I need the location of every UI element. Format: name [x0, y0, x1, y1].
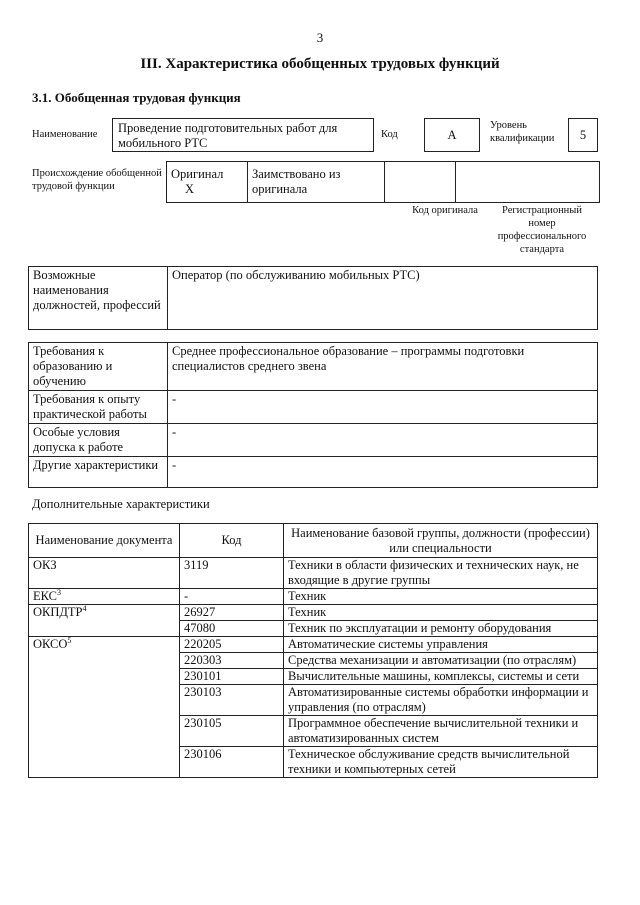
original-mark: X: [185, 182, 195, 196]
section-title: III. Характеристика обобщенных трудовых функций: [140, 56, 500, 72]
reg-number-cell: [456, 162, 600, 203]
req-admission-label: Особые условия допуска к работе: [29, 424, 168, 457]
row-doc: [29, 621, 180, 637]
row-doc: [29, 747, 180, 778]
code-original-caption: Код оригинала: [412, 205, 478, 216]
subsection-title: 3.1. Обобщенная трудовая функция: [32, 90, 241, 105]
origin-table: [166, 161, 600, 203]
level-value: 5: [568, 118, 598, 152]
row-doc: ОКСО$^5$: [29, 637, 180, 653]
table-row: [29, 605, 598, 621]
original-label: Оригинал: [171, 167, 224, 181]
code-original-cell: [385, 162, 456, 203]
row-code: 220205: [180, 637, 284, 653]
req-other-label: Другие характеристики: [29, 457, 168, 488]
row-name: Средства механизации и автоматизации (по отраслям): [284, 653, 598, 669]
reg-number-caption: Регистрационный номер профессионального стандарта: [497, 205, 587, 255]
col-name-header: Наименование базовой группы, должности (профессии) или специальности: [284, 524, 598, 558]
level-label: Уровень квалификации: [490, 120, 555, 144]
table-row: [29, 637, 598, 653]
row-code: 3119: [180, 558, 284, 589]
row-name: Вычислительные машины, комплексы, системы и сети: [284, 669, 598, 685]
req-experience-value: -: [168, 391, 598, 424]
borrowed-label: Заимствовано из оригинала: [248, 162, 385, 203]
row-name: Техник по эксплуатации и ремонту оборудования: [284, 621, 598, 637]
row-doc: ОКЗ: [29, 558, 180, 589]
origin-original-cell: [167, 162, 248, 203]
col-doc-header: Наименование документа: [29, 524, 180, 558]
row-name: Автоматизированные системы обработки информации и управления (по отраслям): [284, 685, 598, 716]
row-code: 230106: [180, 747, 284, 778]
req-admission-value: -: [168, 424, 598, 457]
name-value: Проведение подготовительных работ для мобильного РТС: [112, 118, 374, 152]
row-code: 26927: [180, 605, 284, 621]
row-doc: [29, 716, 180, 747]
row-name: Техники в области физических и технических наук, не входящие в другие группы: [284, 558, 598, 589]
req-other-value: -: [168, 457, 598, 488]
row-doc: ОКПДТР$^4$: [29, 605, 180, 621]
table-row: [29, 589, 598, 605]
row-name: Техник: [284, 589, 598, 605]
positions-value: Оператор (по обслуживанию мобильных РТС): [168, 267, 598, 330]
table-row: [29, 685, 598, 716]
row-code: 220303: [180, 653, 284, 669]
row-code: 230101: [180, 669, 284, 685]
table-row: [29, 669, 598, 685]
requirements-table: [28, 342, 598, 488]
row-name: Программное обеспечение вычислительной техники и автоматизированных систем: [284, 716, 598, 747]
row-code: 47080: [180, 621, 284, 637]
table-row: [29, 621, 598, 637]
row-doc: [29, 685, 180, 716]
row-code: -: [180, 589, 284, 605]
page-number: 3: [316, 30, 324, 45]
row-name: Автоматические системы управления: [284, 637, 598, 653]
req-education-value: Среднее профессиональное образование – программы подготовки специалистов среднего звена: [168, 343, 598, 391]
code-value: А: [424, 118, 480, 152]
col-code-header: Код: [180, 524, 284, 558]
table-row: [29, 716, 598, 747]
additional-table: [28, 523, 598, 778]
origin-label: Происхождение обобщенной трудовой функции: [32, 168, 162, 192]
table-row: [29, 558, 598, 589]
row-doc: [29, 669, 180, 685]
row-name: Техническое обслуживание средств вычислительной техники и компьютерных сетей: [284, 747, 598, 778]
row-doc: [29, 653, 180, 669]
name-label: Наименование: [32, 129, 98, 140]
row-name: Техник: [284, 605, 598, 621]
row-code: 230105: [180, 716, 284, 747]
code-label: Код: [381, 129, 398, 140]
req-experience-label: Требования к опыту практической работы: [29, 391, 168, 424]
table-row: [29, 653, 598, 669]
req-education-label: Требования к образованию и обучению: [29, 343, 168, 391]
row-code: 230103: [180, 685, 284, 716]
additional-title: Дополнительные характеристики: [32, 497, 210, 511]
row-doc: ЕКС$^3$: [29, 589, 180, 605]
positions-table: [28, 266, 598, 330]
positions-label: Возможные наименования должностей, профессий: [29, 267, 168, 330]
table-row: [29, 747, 598, 778]
